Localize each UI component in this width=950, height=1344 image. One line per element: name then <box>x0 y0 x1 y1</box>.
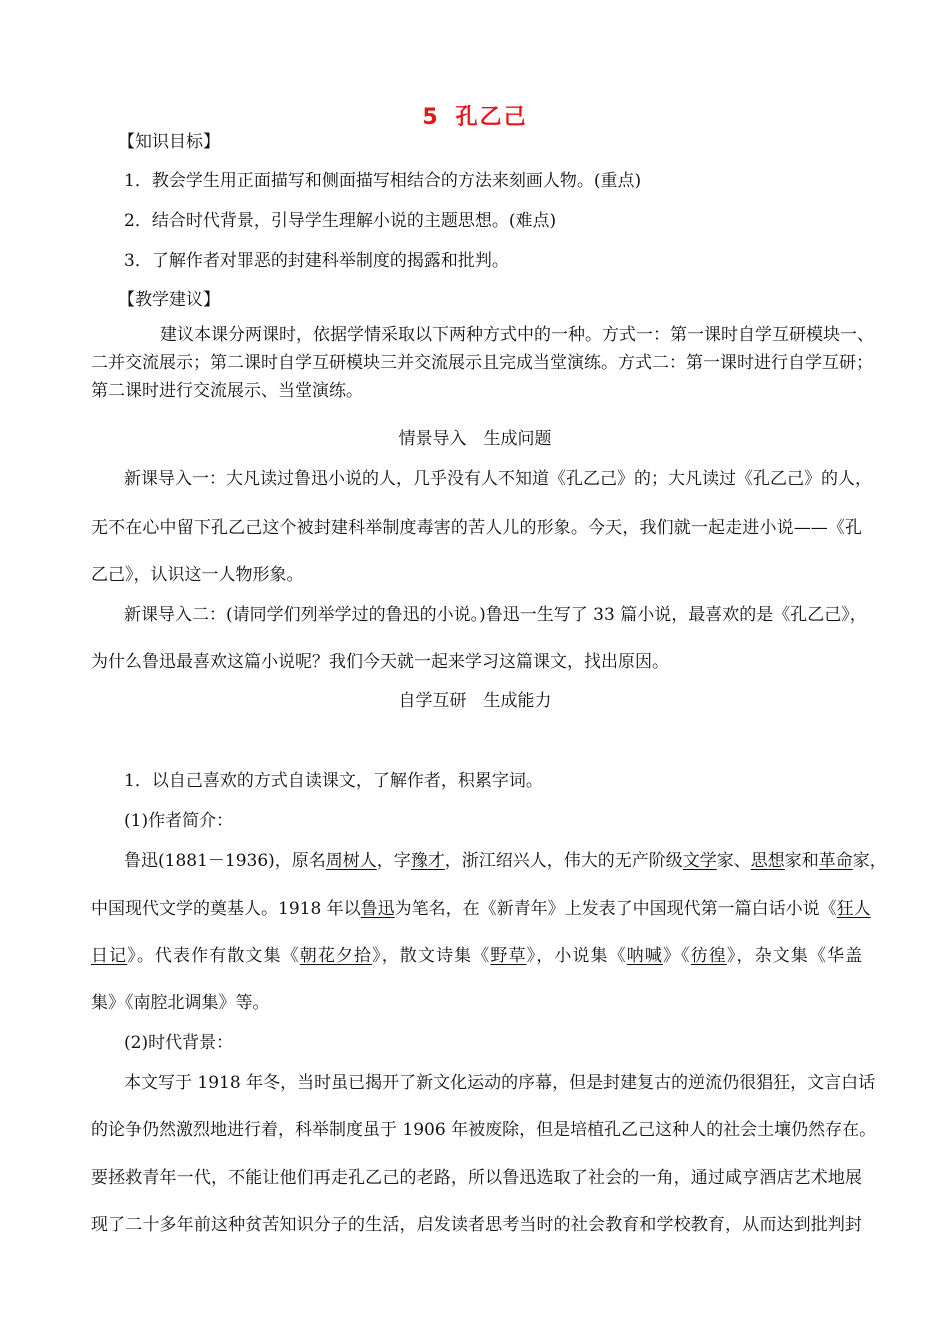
underlined-term: 思想 <box>750 851 785 871</box>
underlined-term: 狂人 <box>836 899 871 919</box>
underlined-term: 鲁迅 <box>360 899 395 919</box>
background-line: 本文写于 1918 年冬，当时虽已揭开了新文化运动的序幕，但是封建复古的逆流仍很猖狂，文言白话 <box>124 1073 876 1093</box>
teaching-advice-line: 建议本课分两课时，依据学情采取以下两种方式中的一种。方式一：第一课时自学互研模块一、 <box>160 325 874 345</box>
section-heading-study: 自学互研 生成能力 <box>398 691 552 711</box>
underlined-term: 呐喊 <box>626 946 663 966</box>
background-line: 要拯救青年一代，不能让他们再走孔乙己的老路，所以鲁迅选取了社会的一角，通过咸亨酒店艺术地展 <box>91 1168 862 1188</box>
background-line: 的论争仍然激烈地进行着，科举制度虽于 1906 年被废除，但是培植孔乙己这种人的社会土壤仍然存在。 <box>91 1120 877 1140</box>
knowledge-goal-item: 1．教会学生用正面描写和侧面描写相结合的方法来刻画人物。(重点) <box>124 171 642 191</box>
section-heading-intro: 情景导入 生成问题 <box>398 429 552 449</box>
author-heading: (1)作者简介： <box>124 811 234 831</box>
lesson-title <box>0 100 950 131</box>
author-line: 集》《南腔北调集》等。 <box>91 993 270 1013</box>
author-line: 鲁迅(1881－1936)，原名周树人，字豫才，浙江绍兴人，伟大的无产阶级文学家、思想家和革命家， <box>124 851 887 871</box>
underlined-term: 彷徨 <box>690 946 727 966</box>
underlined-term: 豫才 <box>410 851 445 871</box>
intro-paragraph-line: 新课导入二：(请同学们列举学过的鲁迅的小说。)鲁迅一生写了 33 篇小说，最喜欢的是《孔乙己》， <box>124 605 867 625</box>
lesson-number: 5 <box>422 105 440 130</box>
author-line: 中国现代文学的奠基人。1918 年以鲁迅为笔名，在《新青年》上发表了中国现代第一篇白话小说《狂人 <box>91 899 871 919</box>
knowledge-goals-heading: 【知识目标】 <box>118 132 220 152</box>
underlined-term: 日记 <box>91 946 128 966</box>
lesson-title-text: 孔乙己 <box>455 105 528 130</box>
author-line: 日记》。代表作有散文集《朝花夕拾》，散文诗集《野草》，小说集《呐喊》《彷徨》，杂文集《华盖 <box>91 946 863 966</box>
underlined-term: 朝花夕拾 <box>299 946 373 966</box>
intro-paragraph-line: 新课导入一：大凡读过鲁迅小说的人，几乎没有人不知道《孔乙己》的；大凡读过《孔乙己》的人， <box>124 469 872 489</box>
teaching-advice-heading: 【教学建议】 <box>118 290 220 310</box>
underlined-term: 革命 <box>818 851 853 871</box>
knowledge-goal-item: 2．结合时代背景，引导学生理解小说的主题思想。(难点) <box>124 211 557 231</box>
study-item: 1．以自己喜欢的方式自读课文，了解作者，积累字词。 <box>124 771 543 791</box>
intro-paragraph-line: 乙己》，认识这一人物形象。 <box>91 565 304 585</box>
underlined-term: 周树人 <box>325 851 377 871</box>
intro-paragraph-line: 为什么鲁迅最喜欢这篇小说呢？我们今天就一起来学习这篇课文，找出原因。 <box>91 652 669 672</box>
background-heading: (2)时代背景： <box>124 1033 234 1053</box>
background-line: 现了二十多年前这种贫苦知识分子的生活，启发读者思考当时的社会教育和学校教育，从而达到批判封 <box>91 1215 862 1235</box>
teaching-advice-line: 第二课时进行交流展示、当堂演练。 <box>91 381 363 401</box>
underlined-term: 野草 <box>490 946 527 966</box>
underlined-term: 文学 <box>682 851 717 871</box>
teaching-advice-line: 二并交流展示；第二课时自学互研模块三并交流展示且完成当堂演练。方式二：第一课时进行自学互研； <box>91 353 873 373</box>
knowledge-goal-item: 3．了解作者对罪恶的封建科举制度的揭露和批判。 <box>124 251 509 271</box>
intro-paragraph-line: 无不在心中留下孔乙己这个被封建科举制度毒害的苦人儿的形象。今天，我们就一起走进小说——《孔 <box>91 518 862 538</box>
